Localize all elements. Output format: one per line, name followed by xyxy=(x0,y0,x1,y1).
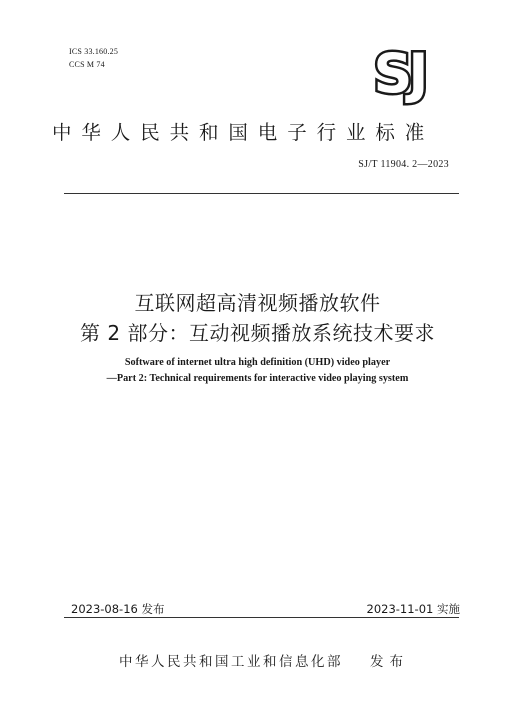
sj-logo-text: SJ xyxy=(373,41,425,105)
publisher-name: 中华人民共和国工业和信息化部 xyxy=(119,654,343,670)
publish-date: 2023-08-16 发布 xyxy=(71,602,165,616)
ccs-code: CCS M 74 xyxy=(69,60,105,69)
standard-number: SJ/T 11904. 2—2023 xyxy=(358,159,449,170)
sj-logo xyxy=(354,43,444,103)
ics-code: ICS 33.160.25 xyxy=(69,47,119,56)
standard-category-title: 中华人民共和国电子行业标准 xyxy=(52,121,435,144)
chinese-title-line-2: 第 2 部分：互动视频播放系统技术要求 xyxy=(80,321,435,345)
english-title-line-1: Software of internet ultra high definition (UHD) video player xyxy=(124,357,391,368)
issue-label: 发布 xyxy=(370,654,409,670)
implement-date: 2023-11-01 实施 xyxy=(366,602,460,616)
chinese-title-line-1: 互联网超高清视频播放软件 xyxy=(134,291,381,315)
classification-codes xyxy=(69,45,118,71)
bottom-divider xyxy=(64,617,459,618)
top-divider xyxy=(64,193,459,194)
english-title-line-2: —Part 2: Technical requirements for interactive video playing system xyxy=(106,373,409,384)
